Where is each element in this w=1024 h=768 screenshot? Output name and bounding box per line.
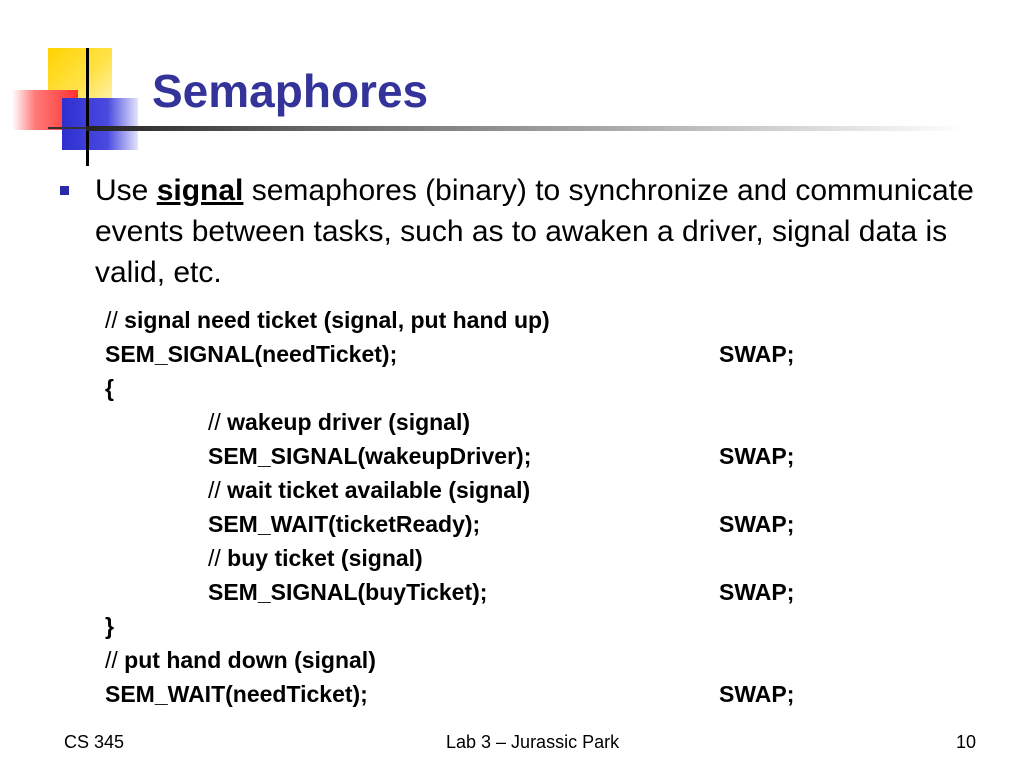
bullet-text-pre: Use — [95, 174, 149, 207]
code-line — [105, 473, 550, 507]
code-swap: SWAP; — [719, 443, 795, 469]
code-open-brace: { — [105, 375, 114, 401]
code-statement: SEM_SIGNAL(wakeupDriver); — [208, 443, 532, 469]
slide-title: Semaphores — [152, 65, 429, 117]
logo-blue-square — [62, 98, 138, 150]
code-comment: buy ticket (signal) — [227, 545, 423, 571]
code-line — [105, 541, 550, 575]
code-comment-group — [208, 473, 530, 507]
footer-course: CS 345 — [64, 732, 125, 752]
code-line — [105, 405, 550, 439]
comment-marker: // — [208, 477, 221, 503]
comment-marker: // — [208, 409, 221, 435]
code-swap: SWAP; — [719, 341, 795, 367]
code-line — [105, 507, 795, 541]
bullet-text-emphasis: signal — [156, 174, 244, 207]
code-line — [105, 609, 550, 643]
code-line — [105, 371, 550, 405]
code-swap: SWAP; — [719, 681, 795, 707]
code-line — [105, 643, 550, 677]
title-underline-rule — [86, 126, 966, 131]
code-statement: SEM_SIGNAL(needTicket); — [105, 341, 398, 367]
code-swap: SWAP; — [719, 511, 795, 537]
code-comment: wait ticket available (signal) — [227, 477, 531, 503]
code-statement: SEM_SIGNAL(buyTicket); — [208, 579, 488, 605]
code-block — [105, 303, 795, 711]
code-comment: put hand down (signal) — [124, 647, 376, 673]
code-line — [105, 575, 795, 609]
footer-page-number: 10 — [956, 732, 977, 752]
code-line — [105, 439, 795, 473]
comment-marker: // — [105, 307, 118, 333]
code-comment: wakeup driver (signal) — [227, 409, 471, 435]
bullet-text-post: semaphores (binary) to synchronize and communicate events between tasks, such as to awaken a driver, signal data is valid, etc. — [95, 174, 974, 289]
bullet-text — [95, 170, 995, 293]
bullet-marker-icon — [60, 186, 69, 195]
code-statement: SEM_WAIT(ticketReady); — [208, 511, 481, 537]
code-line — [105, 677, 795, 711]
code-swap: SWAP; — [719, 579, 795, 605]
code-comment-group — [208, 541, 423, 575]
code-line — [105, 303, 550, 337]
logo-vertical-line — [86, 48, 89, 166]
comment-marker: // — [105, 647, 118, 673]
code-comment: signal need ticket (signal, put hand up) — [124, 307, 550, 333]
code-comment-group — [208, 405, 470, 439]
decorative-logo — [0, 0, 150, 170]
code-statement: SEM_WAIT(needTicket); — [105, 681, 368, 707]
code-close-brace: } — [105, 613, 114, 639]
footer-lab-title: Lab 3 – Jurassic Park — [446, 732, 620, 752]
comment-marker: // — [208, 545, 221, 571]
code-line — [105, 337, 795, 371]
